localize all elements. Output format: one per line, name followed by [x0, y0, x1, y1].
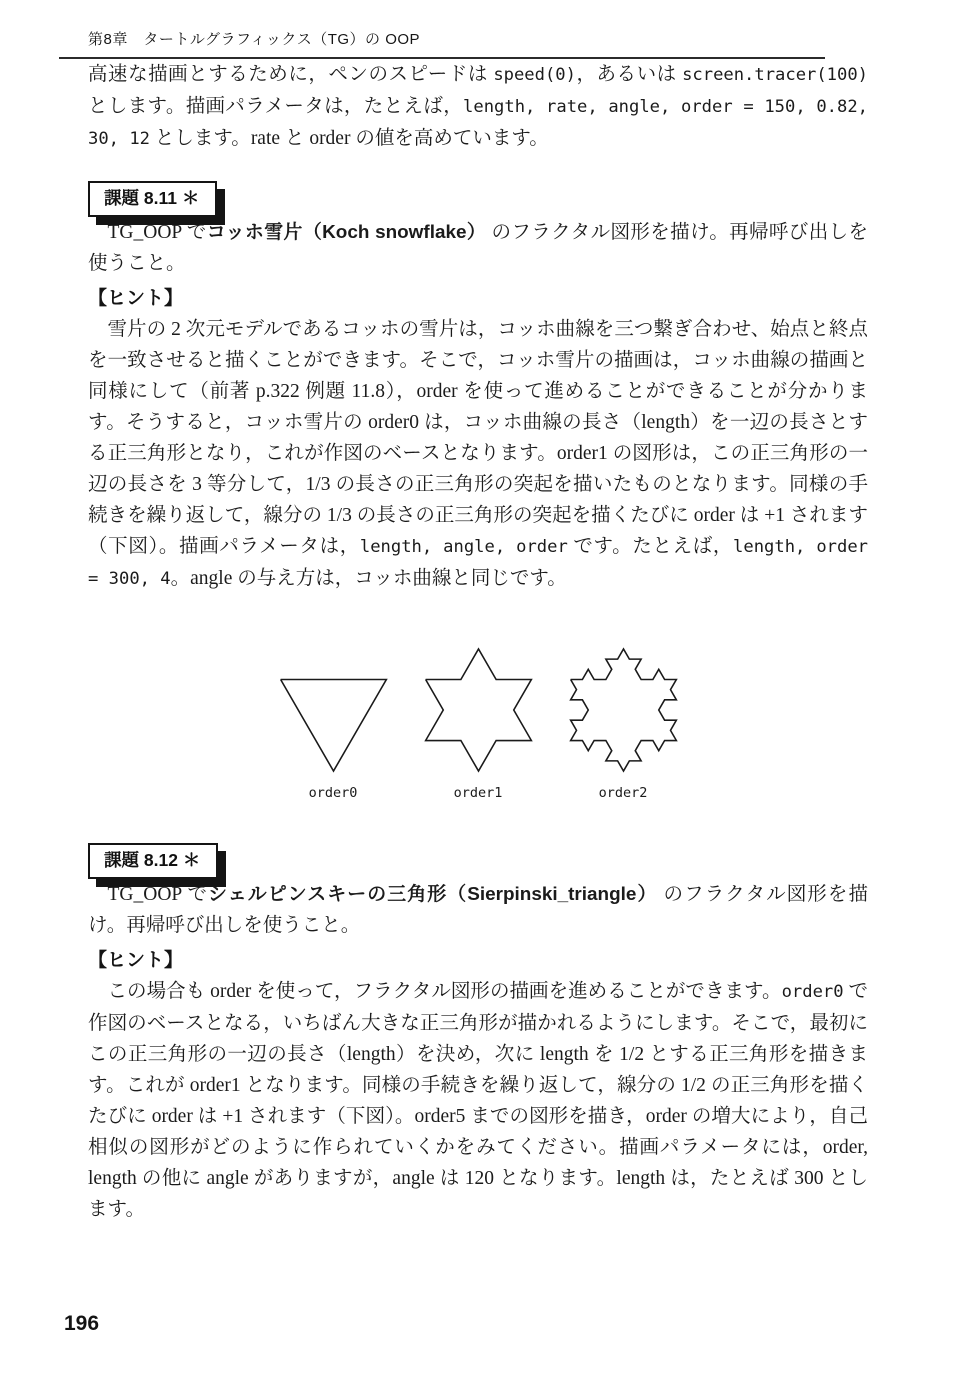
koch-figure-order2 — [568, 645, 679, 801]
page-number: 196 — [64, 1312, 100, 1335]
text-segment: と — [280, 128, 310, 149]
text-segment: この場合も order を使って，フラクタル図形の描画を進めることができます。 — [107, 981, 782, 1002]
task-8-12-statement — [88, 879, 868, 941]
task-8-11-hint — [88, 314, 868, 595]
text-segment: で作図のベースとなる，いちばん大きな正三角形が描かれるようにします。そこで，最初にこの正三角形の一辺の長さ（length）を決め，次に length を 1/2 とする正三角形を描きます。これが order1 となります。同様の手続きを繰り返して，線分の 1/2 の正三角形を描くたびに order は +1 されます（下図）。order5 までの図形を描き，order の増大により，自己相似の図形がどのように作られていくかをみてください。描画パラメータには，order, length の他に angle がありますが，angle は 120 となります。length は，たとえば 300 とします。 — [88, 981, 868, 1220]
koch-label-order0: order0 — [308, 785, 358, 801]
text-segment: length, rate, angle, order = 150, 0.82, 30, 12 — [88, 97, 868, 149]
koch-order2-drawing — [568, 645, 679, 775]
koch-outline-order1 — [425, 649, 531, 771]
koch-figure-order1 — [423, 645, 534, 801]
text-segment: 雪片の 2 次元モデルであるコッホの雪片は，コッホ曲線を三つ繋ぎ合わせ、始点と終点を一致させると描くことができます。そこで，コッホ雪片の描画は，コッホ曲線の描画と同様にして（前著 p.322 例題 11.8），order を使って進めることができることが分かります。そうすると，コッホ雪片の order0 は，コッホ曲線の長さ（length）を一辺の長さとする正三角形となり，これが作図のベースとなります。order1 の図形は，この正三角形の一辺の長さを 3 等分して，1/3 の長さの正三角形の突起を描いたものとなります。同様の手続きを繰り返して，線分の 1/3 の長さの正三角形の突起を描くたびに order は +1 されます（下図）。描画パラメータは， — [88, 319, 868, 557]
text-segment: です。たとえば， — [567, 536, 734, 557]
koch-order0-drawing — [278, 645, 389, 775]
koch-figures-row — [88, 645, 868, 801]
text-segment: の値を高めています。 — [350, 128, 549, 149]
text-segment: とします。描画パラメータは，たとえば， — [88, 96, 464, 117]
task-8-11-statement — [88, 217, 868, 279]
text-segment: speed(0) — [493, 65, 576, 85]
text-segment: TG_OOP で — [107, 222, 207, 243]
text-segment: TG_OOP で — [107, 884, 209, 905]
text-segment: 。angle の与え方は，コッホ曲線と同じです。 — [170, 568, 567, 589]
task-badge-label-8-11: 課題 8.11 ＊ — [104, 188, 200, 208]
text-segment: length, order = 300, 4 — [88, 537, 868, 589]
task-badge-8-12 — [88, 843, 218, 879]
hint-label-8-11: 【ヒント】 — [88, 288, 184, 309]
page-body — [88, 59, 868, 1225]
koch-order1-drawing — [423, 645, 534, 775]
text-segment: screen.tracer(100) — [682, 65, 868, 85]
hint-label-8-12: 【ヒント】 — [88, 950, 184, 971]
task-badge-label-8-12: 課題 8.12 ＊ — [104, 850, 201, 870]
text-segment: length, angle, order — [359, 537, 568, 557]
koch-label-order1: order1 — [453, 785, 503, 801]
chapter-title: 第8章 タートルグラフィックス（TG）の OOP — [88, 31, 421, 48]
text-segment: シェルピンスキーの三角形（Sierpinski_triangle） — [208, 884, 658, 905]
text-segment: コッホ雪片（Koch snowflake） — [206, 222, 487, 243]
text-segment: とします。 — [149, 128, 251, 149]
text-segment: 高速な描画とするために，ペンのスピードは — [88, 64, 494, 85]
text-segment: rate — [250, 128, 281, 149]
text-segment: order — [309, 128, 351, 149]
koch-label-order2: order2 — [598, 785, 648, 801]
text-segment: ，あるいは — [575, 64, 683, 85]
task-8-12-hint — [88, 976, 868, 1225]
koch-outline-order0 — [280, 679, 386, 771]
text-segment: のフラクタル図形を描け。再帰呼び出しを使うこと。 — [88, 884, 868, 936]
chapter-header — [0, 30, 956, 59]
koch-outline-order2 — [570, 649, 676, 771]
koch-figure-order0 — [278, 645, 389, 801]
task-badge-wrap-8-11 — [88, 181, 868, 217]
task-badge-8-11 — [88, 181, 217, 217]
task-badge-wrap-8-12 — [88, 843, 868, 879]
text-segment: order0 — [781, 982, 844, 1002]
text-segment: のフラクタル図形を描け。再帰呼び出しを使うこと。 — [88, 222, 868, 274]
intro-paragraph — [88, 59, 868, 155]
